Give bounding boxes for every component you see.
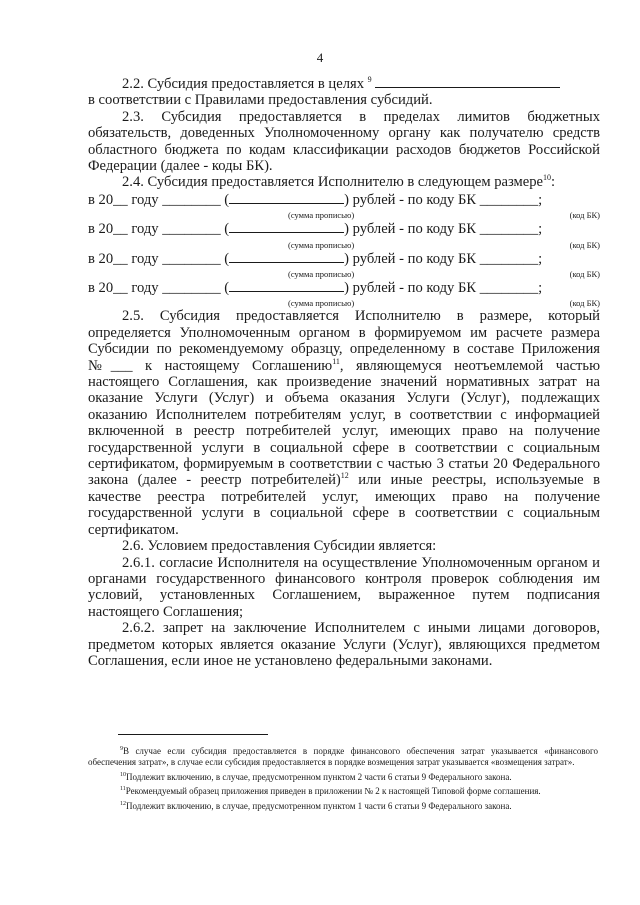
caption-sum: (сумма прописью)	[288, 269, 355, 280]
purpose-blank	[375, 75, 560, 88]
clause-2-6-2: 2.6.2. запрет на заключение Исполнителем с иными лицами договоров, предметом которых является оказание Услуги (Услуг), являющихся предметом Соглашения, если иное не установлено федеральными законами.	[88, 620, 600, 669]
footnote-ref-9: 9	[367, 75, 372, 85]
amount-words-blank	[229, 191, 344, 204]
footnote-ref-11: 11	[332, 356, 340, 366]
year-amount-row: в 20__ году ________ ( ) рублей - по коду БК ________; (сумма прописью) (код БК)	[88, 279, 600, 308]
clause-2-4: 2.4. Субсидия предоставляется Исполнителю в следующем размере$^{10}$:	[122, 173, 556, 191]
year-amount-row: в 20__ году ________ ( ) рублей - по коду БК ________; (сумма прописью) (код БК)	[88, 191, 600, 220]
document-body	[88, 75, 600, 669]
caption-sum: (сумма прописью)	[288, 239, 355, 250]
year-amount-row: в 20__ году ________ ( ) рублей - по коду БК ________; (сумма прописью) (код БК)	[88, 250, 600, 279]
footnote-separator	[118, 734, 268, 735]
footnote-10: $^{10}$Подлежит включению, в случае, предусмотренном пунктом 2 части 6 статьи 9 Федерального закона.	[120, 771, 512, 782]
clause-2-3: 2.3. Субсидия предоставляется в пределах лимитов бюджетных обязательств, доведенных Уполномоченному органу как получателю средств областного бюджета по кодам классификации расходов бюджетов Российской Федерации (далее - коды БК).	[88, 108, 600, 175]
footnotes	[88, 746, 598, 815]
caption-code: (код БК)	[569, 269, 600, 280]
clause-2-5: 2.5. Субсидия предоставляется Исполнителю в размере, который определяется Уполномоченным органом в формируемом им расчете размера Субсидии по рекомендуемому образцу, определенному в составе Приложения №___ к настоящему Соглашению$^{11}$, являющемуся неотъемлемой частью настоящего Соглашения, как произведение значений нормативных затрат на оказание Услуги (Услуг) и объема оказания Услуги (Услуг), подлежащих оказанию Исполнителем потребителям услуг, в соответствии с информацией включенной в реестр потребителей услуг, имеющих право на получение государственной услуги в социальной сфере в соответствии с социальным сертификатом, формируемым в соответствии с частью 3 статьи 20 Федерального закона (далее - реестр потребителей)$^{12}$ или иные реестры, используемые в качестве реестра потребителей услуг, имеющих право на получение государственной услуги в социальной сфере в соответствии с социальным сертификатом.	[88, 308, 600, 538]
caption-code: (код БК)	[569, 298, 600, 309]
caption-sum: (сумма прописью)	[288, 210, 355, 221]
footnote-11: $^{11}$Рекомендуемый образец приложения приведен в приложении № 2 к настоящей Типовой форме соглашения.	[120, 786, 541, 797]
amount-words-blank	[229, 279, 344, 292]
amount-words-blank	[229, 220, 344, 233]
clause-2-6-1: 2.6.1. согласие Исполнителя на осуществление Уполномоченным органом и органами государственного финансового контроля проверок соблюдения им условий, установленных Соглашением, выраженное путем подписания настоящего Соглашения;	[88, 554, 600, 620]
page-number: 4	[316, 50, 324, 65]
year-amount-row: в 20__ году ________ ( ) рублей - по коду БК ________; (сумма прописью) (код БК)	[88, 220, 600, 249]
caption-code: (код БК)	[569, 239, 600, 250]
caption-sum: (сумма прописью)	[288, 298, 355, 309]
footnote-12: $^{12}$Подлежит включению, в случае, предусмотренном пунктом 1 части 6 статьи 9 Федерального закона.	[120, 800, 512, 811]
caption-code: (код БК)	[569, 210, 600, 221]
clause-2-6: 2.6. Условием предоставления Субсидии является:	[122, 538, 437, 555]
footnote-ref-10: 10	[543, 173, 552, 183]
amount-words-blank	[229, 250, 344, 263]
clause-2-2-cont: в соответствии с Правилами предоставления субсидий.	[88, 92, 433, 109]
footnote-9: $^9$В случае если субсидия предоставляется в порядке финансового обеспечения затрат указывается «финансового обеспечения затрат», в случае если субсидия предоставляется в порядке возмещения затрат указывается «возмещения затрат».	[88, 746, 598, 768]
footnote-ref-12: 12	[340, 471, 349, 481]
clause-2-2: 2.2. Субсидия предоставляется в целях $^9$	[88, 75, 600, 92]
